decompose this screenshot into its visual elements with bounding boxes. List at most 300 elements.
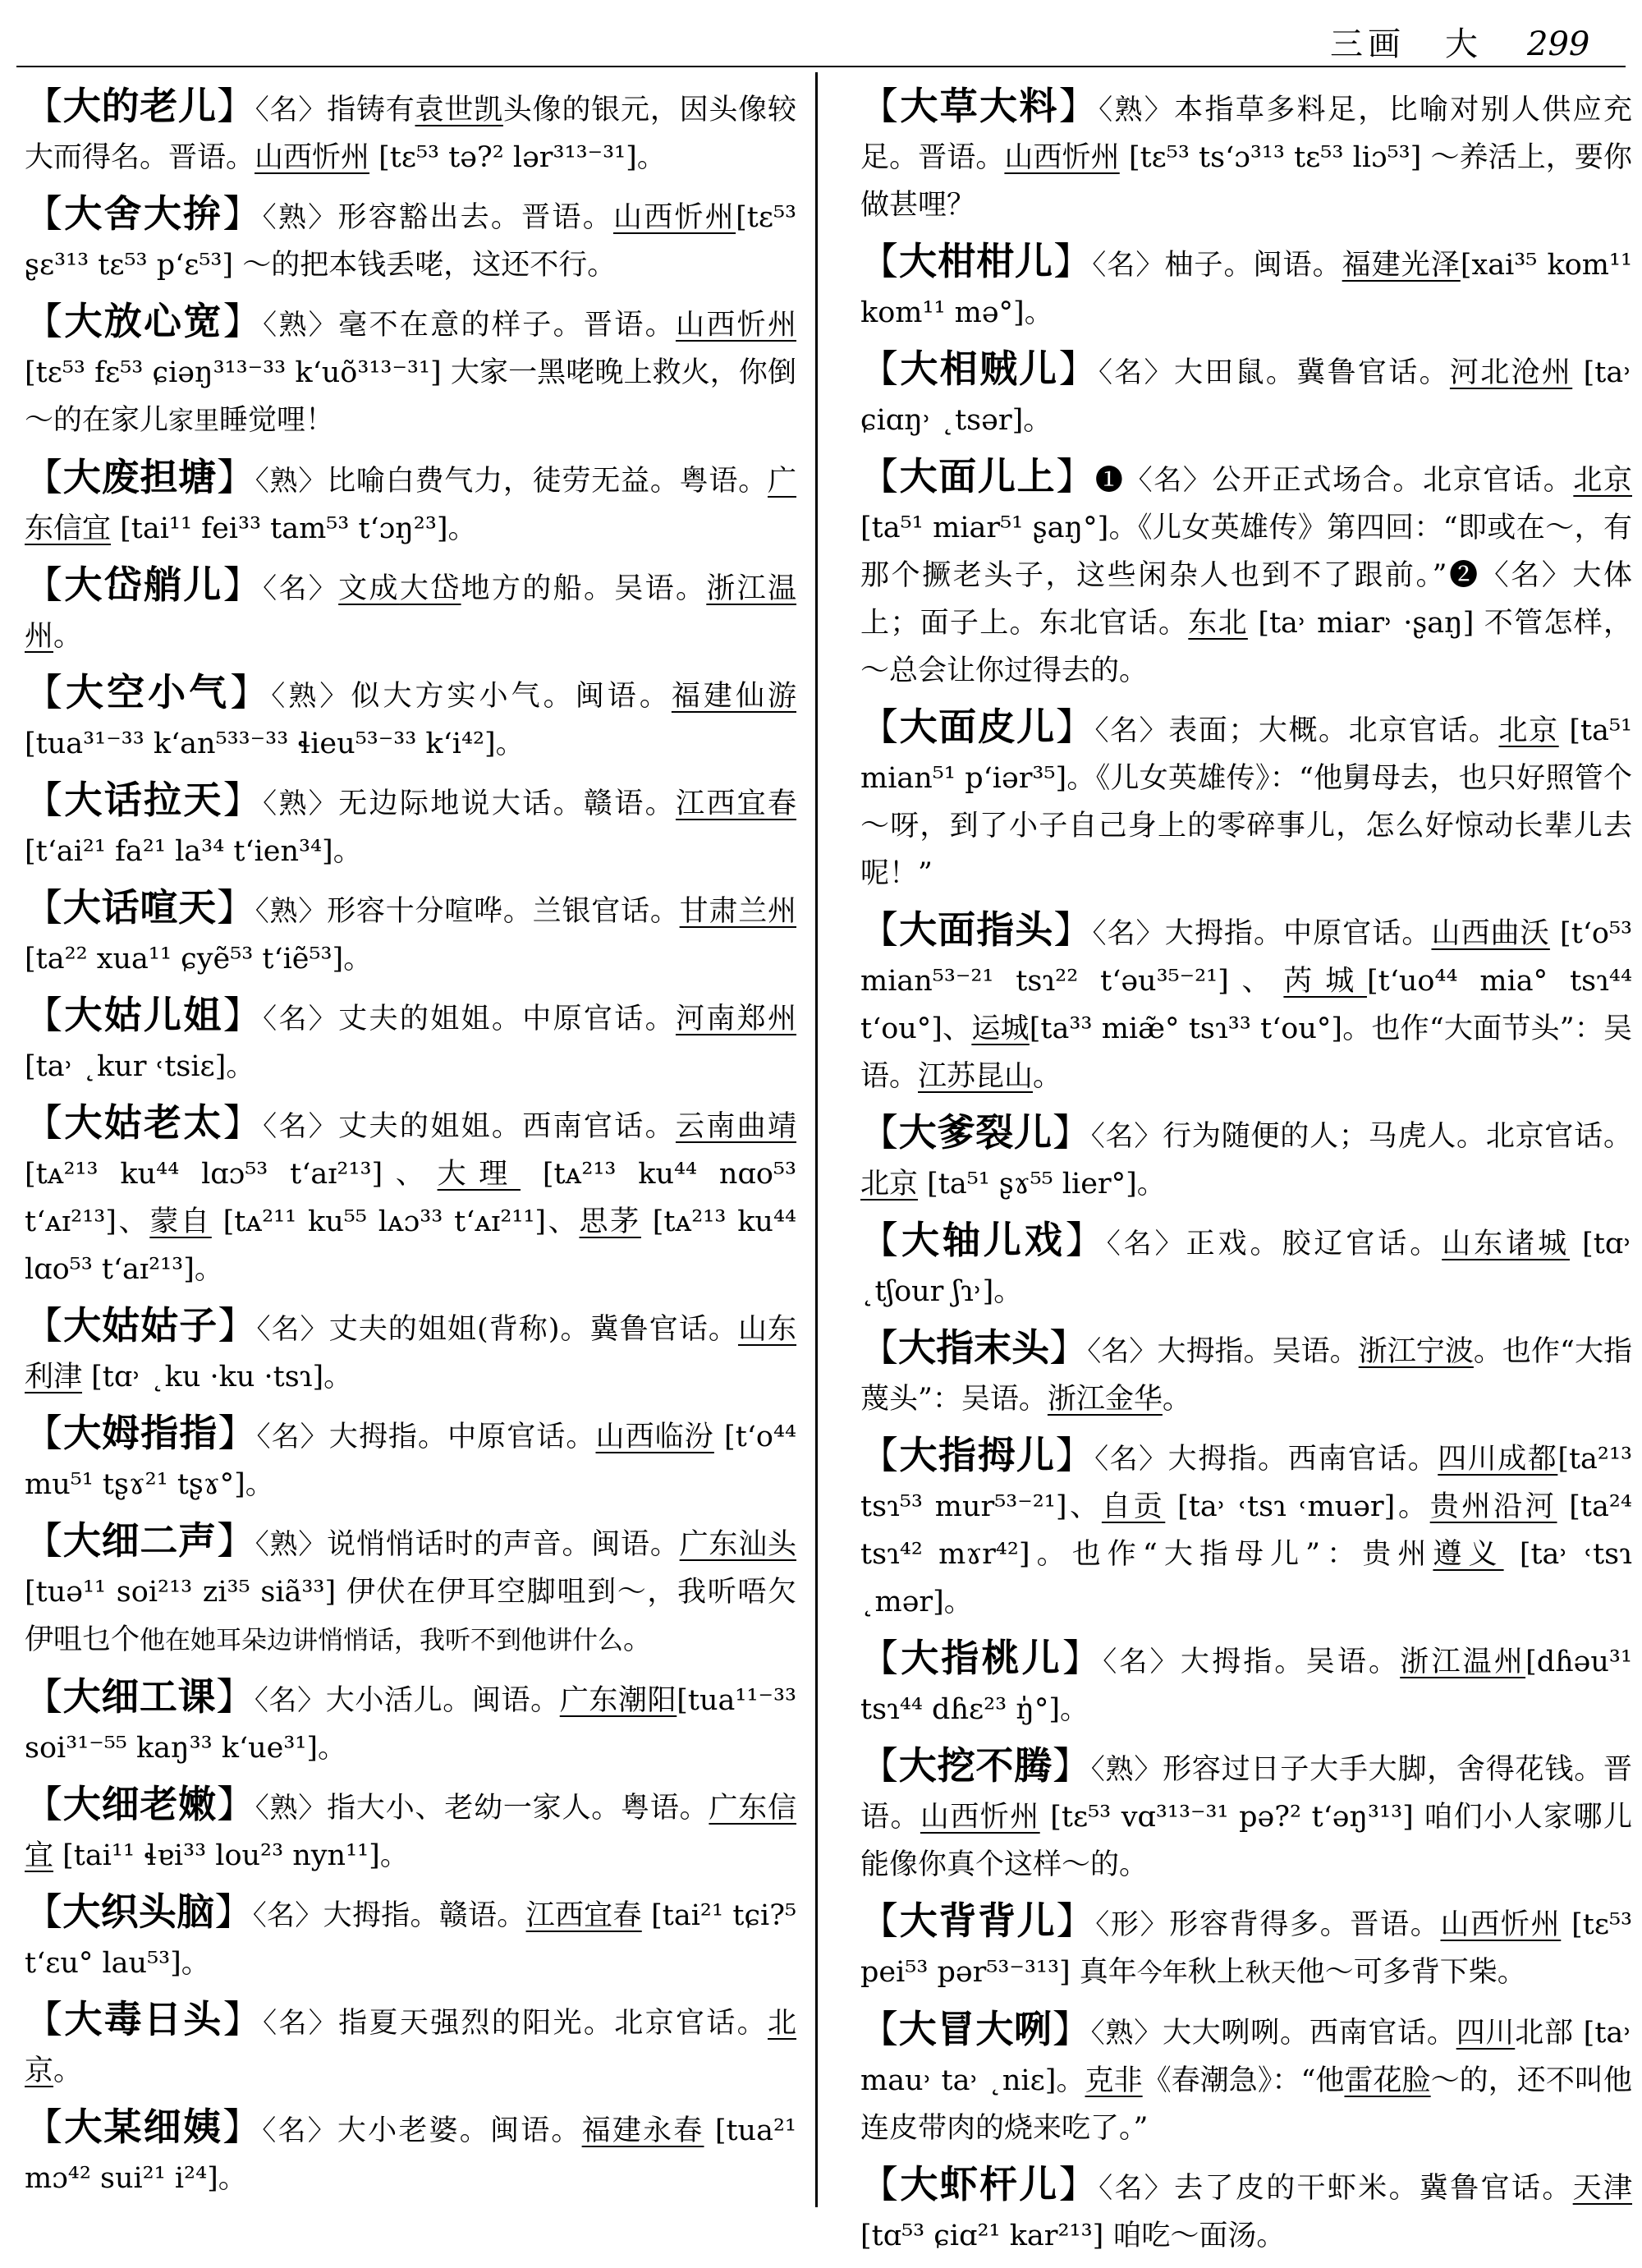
place-name: 江苏昆山: [918, 1060, 1034, 1093]
definition-text: [tᴀ²¹¹ ku⁵⁵ lᴀɔ³³ t‘ᴀɪ²¹¹]、: [211, 1205, 580, 1238]
bracket-open: 【: [25, 562, 65, 607]
definition-text: 形容十分喧哗。兰银官话。: [327, 895, 680, 928]
definition-text: 。: [53, 620, 83, 653]
definition-text: [tɛ⁵³ vɑ³¹³⁻³¹ pə?² t‘əŋ³¹³] 咱们小人家哪儿能像你真个这样～的。: [860, 1801, 1632, 1881]
page-header: [0, 15, 1642, 72]
bracket-open: 【: [860, 1898, 900, 1943]
bracket-close: 】: [216, 1674, 255, 1719]
part-of-speech: 〈名〉: [256, 1421, 329, 1453]
definition-text: 无边际地说大话。赣语。: [338, 787, 676, 820]
definition-text: 形容过日子大手大脚，舍得花钱。晋语。: [860, 1753, 1633, 1834]
definition-text: [tua³¹⁻³³ k‘an⁵³³⁻³³ ɬieu⁵³⁻³³ k‘i⁴²]。: [25, 728, 525, 760]
bracket-open: 【: [25, 885, 63, 930]
part-of-speech: 〈名〉: [1106, 1228, 1186, 1260]
place-name: 北京: [860, 1168, 919, 1201]
dictionary-entry: [25, 82, 796, 181]
bracket-close: 】: [222, 299, 264, 343]
definition-text: [tɑ˒ ˛ku ·ku ·tsɿ]。: [82, 1361, 353, 1393]
headword: 大废担塘: [62, 455, 217, 499]
bracket-open: 【: [860, 84, 901, 128]
definition-text: [tɑ⁵³ ɕiɑ²¹ kar²¹³] 咱吃～面汤。: [860, 2220, 1286, 2252]
place-name: 北京: [1573, 464, 1632, 497]
header-rule: [16, 66, 1626, 67]
definition-text: 比喻白费气力，徒劳无益。粤语。: [327, 465, 768, 498]
definition-text: [tai²¹ tɕi?⁵ t‘ɛu° lau⁵³]。: [25, 1899, 797, 1980]
headword: 大话拉天: [64, 778, 223, 822]
bracket-close: 】: [218, 1411, 257, 1455]
place-name: 山西曲沃: [1431, 917, 1550, 950]
definition-text: 指夏天强烈的阳光。北京官话。: [338, 2007, 768, 2040]
page-number: 299: [1527, 25, 1590, 63]
place-name: 浙江宁波: [1358, 1335, 1474, 1368]
part-of-speech: 〈名〉: [1098, 2172, 1175, 2205]
headword: 大指末头: [898, 1325, 1050, 1370]
part-of-speech: ❶〈名〉: [1094, 464, 1213, 497]
bracket-close: 】: [1058, 2162, 1099, 2206]
definition-text: [tɛ⁵³ tə?² lər³¹³⁻³¹]。: [369, 141, 666, 174]
headword: 大指桃儿: [901, 1636, 1063, 1680]
definition-text: [ta˒ ˓tsɿ ˓muər]。: [1165, 1490, 1430, 1523]
definition-text: 公开正式场合。北京官话。: [1212, 464, 1574, 497]
bracket-close: 】: [1055, 705, 1095, 749]
place-name: 山东利津: [25, 1313, 797, 1393]
definition-text: [tɑ˒ ˛tʃour ʃɿ˒]。: [860, 1228, 1632, 1308]
part-of-speech: 〈熟〉: [1090, 1753, 1163, 1786]
place-name: 贵州沿河: [1429, 1490, 1557, 1523]
part-of-speech: 〈名〉: [263, 1003, 339, 1035]
headword: 大虾杆儿: [900, 2162, 1059, 2206]
definition-text: 头像的银元，因头像较大而得名。晋语。: [25, 94, 796, 174]
part-of-speech: 〈熟〉: [271, 680, 351, 713]
dictionary-entry: [25, 884, 796, 983]
place-name: 芮城: [1283, 965, 1367, 998]
part-of-speech: 〈名〉: [255, 94, 328, 126]
bracket-open: 【: [860, 907, 900, 952]
bracket-close: 】: [1053, 239, 1093, 283]
bracket-close: 】: [216, 1518, 255, 1563]
part-of-speech: 〈熟〉: [255, 465, 328, 498]
definition-text: [ta⁵¹ mian⁵¹ p‘iər³⁵]。《儿女英雄传》：“他舅母去，也只好照管个～呀，到了小子自己身上的零碎事儿，怎么好惊动长辈儿去呢！”: [860, 714, 1633, 890]
definition-text: 正戏。胶辽官话。: [1186, 1228, 1442, 1260]
dictionary-entry: [25, 1780, 796, 1880]
bracket-open: 【: [25, 1100, 65, 1145]
headword: 大细工课: [62, 1674, 217, 1719]
headword: 大姑儿姐: [64, 993, 223, 1037]
place-name: 云南曲靖: [675, 1110, 797, 1143]
place-name: 山西忻州: [920, 1801, 1040, 1834]
definition-text: 北部 [ta˒ mau˒ ta˒ ˛niɛ]。: [860, 2017, 1633, 2097]
definition-text: [ta⁵¹ ʂɤ⁵⁵ lier°]。: [918, 1168, 1166, 1201]
headword: 大细二声: [62, 1518, 217, 1563]
headword: 大冒大咧: [898, 2007, 1053, 2051]
definition-text: [ta˒ ˓tsɿ ˛mər]。: [860, 1538, 1632, 1618]
bracket-open: 【: [25, 993, 65, 1037]
bracket-open: 【: [860, 2162, 901, 2206]
dictionary-entry: [25, 1995, 796, 2095]
headword: 大细老嫩: [62, 1782, 217, 1826]
definition-text: 。: [1033, 1060, 1062, 1093]
definition-text: 大拇指。吴语。: [1180, 1646, 1401, 1678]
bracket-close: 】: [1052, 1743, 1091, 1788]
definition-text: [tɛ⁵³ pei⁵³ pər⁵³⁻³¹³] 真年: [860, 1908, 1633, 1989]
definition-text: [ta²⁴ tsɿ⁴² mɤr⁴²]。也作“大指母儿”：贵州: [860, 1490, 1632, 1571]
definition-text: 大小老婆。闽语。: [337, 2114, 582, 2147]
dictionary-entry: [25, 1673, 796, 1772]
bracket-close: 】: [1052, 1110, 1091, 1155]
bracket-close: 】: [1058, 84, 1099, 128]
place-name: 自贡: [1101, 1490, 1166, 1523]
definition-text: 说悄悄话时的声音。闽语。: [327, 1528, 680, 1561]
headword: 大岱艄儿: [64, 562, 223, 607]
definition-text: [tɛ⁵³ ʂɛ³¹³ tɛ⁵³ p‘ɛ⁵³] ～的把本钱丢咾，这还不行。: [25, 201, 797, 282]
definition-text: [ta˒ ɕiɑŋ˒ ˛tsər]。: [860, 356, 1632, 437]
place-name: 思茅: [579, 1205, 641, 1238]
definition-text: 《春潮急》：“他: [1142, 2064, 1345, 2097]
definition-text: [ta˒ miar˒ ·ʂaŋ] 不管怎样，～总会让你过得去的。: [860, 607, 1632, 687]
bracket-close: 】: [1065, 1218, 1107, 1262]
part-of-speech: 〈名〉: [1098, 356, 1174, 389]
dictionary-entry: [860, 2160, 1632, 2260]
place-name: 山西忻州: [612, 201, 736, 234]
dictionary-entry: [860, 82, 1632, 229]
definition-text: ～的，还不叫他连皮带肉的烧来吃了。”: [860, 2064, 1632, 2145]
part-of-speech: 〈名〉: [1087, 1335, 1158, 1368]
bracket-open: 【: [860, 1636, 901, 1680]
place-name: 福建光泽: [1342, 249, 1461, 282]
definition-text: [ta˒ ˛kur ˓tsiɛ]。: [25, 1050, 255, 1083]
definition-text: [tai¹¹ ɬɐi³³ lou²³ nyn¹¹]。: [53, 1839, 409, 1872]
place-name: 山西忻州: [1440, 1908, 1562, 1941]
definition-text: 。: [1162, 1383, 1191, 1416]
bracket-close: 】: [1055, 1433, 1095, 1477]
dictionary-entry: [25, 776, 796, 875]
place-name: 广东汕头: [679, 1528, 797, 1561]
bracket-close: 】: [230, 670, 272, 714]
part-of-speech: 〈名〉: [1103, 1646, 1181, 1678]
bracket-close: 】: [1056, 1898, 1096, 1943]
definition-text: 指大小、老幼一家人。粤语。: [327, 1792, 709, 1825]
bracket-close: 】: [222, 191, 263, 236]
definition-text: [tɛ⁵³ fɛ⁵³ ɕiəŋ³¹³⁻³³ k‘uõ³¹³⁻³¹] 大家一黑咾晚上救火，你倒～的在家儿: [25, 356, 796, 437]
gloss-note: 今年: [1136, 1958, 1188, 1988]
bracket-open: 【: [860, 2007, 899, 2051]
definition-text: 。: [623, 1623, 653, 1656]
definition-text: 大拇指。中原官话。: [1164, 917, 1432, 950]
headword: 大面皮儿: [899, 705, 1056, 749]
dictionary-entry: [860, 1109, 1632, 1208]
definition-text: [tua²¹ mɔ⁴² sui²¹ i²⁴]。: [25, 2114, 797, 2195]
place-name: 山东诸城: [1442, 1228, 1571, 1260]
dictionary-entry: [25, 668, 796, 768]
place-name: 文成: [338, 572, 400, 605]
bracket-open: 【: [25, 1997, 65, 2041]
headword: 大的老儿: [62, 84, 217, 128]
definition-text: [tuə¹¹ soi²¹³ zi³⁵ siã³³] 伊伏在伊耳空脚咀到～，我听唔欠伊咀乜个: [25, 1576, 796, 1656]
headword: 大空小气: [66, 670, 231, 714]
dictionary-entry: [25, 2103, 796, 2202]
headword: 大相贼儿: [900, 347, 1059, 391]
definition-text: [t‘o⁴⁴ mu⁵¹ tʂɤ²¹ tʂɤ°]。: [25, 1421, 797, 1501]
definition-text: 大拇指。吴语。: [1157, 1335, 1359, 1368]
place-name: 江西宜春: [525, 1899, 642, 1932]
definition-text: 他～可多背下柴。: [1296, 1956, 1526, 1989]
dictionary-entry: [860, 1324, 1632, 1423]
bracket-close: 】: [222, 562, 264, 607]
place-name: 江西宜春: [675, 787, 797, 820]
definition-text: [ta⁵¹ miar⁵¹ ʂaŋ°]。《儿女英雄传》第四回：“即或在～，有那个撅老头子，这些闲杂人也到不了跟前。”❷〈名〉大体上；面子上。东北官话。: [860, 512, 1632, 640]
bracket-close: 】: [1056, 454, 1095, 498]
dictionary-entry: [860, 1742, 1632, 1889]
place-name: 四川成都: [1438, 1443, 1558, 1476]
place-name: 北京: [1498, 714, 1559, 747]
definition-text: 柚子。闽语。: [1164, 249, 1342, 282]
definition-text: 大田鼠。冀鲁官话。: [1173, 356, 1450, 389]
place-name: 河北沧州: [1449, 356, 1573, 389]
bracket-open: 【: [25, 1674, 63, 1719]
dictionary-entry: [25, 1888, 796, 1987]
dictionary-entry: [860, 703, 1632, 898]
place-name: 袁世凯: [415, 94, 503, 126]
bracket-close: 】: [1049, 1325, 1088, 1370]
place-name: 河南郑州: [675, 1003, 797, 1035]
column-divider: [815, 72, 818, 2207]
bracket-close: 】: [216, 1782, 255, 1826]
definition-text: [tɛ⁵³ ts‘ɔ³¹³ tɛ⁵³ liɔ⁵³] ～养活上，要你做甚哩？: [860, 141, 1632, 222]
part-of-speech: 〈熟〉: [255, 895, 328, 928]
definition-text: 毫不在意的样子。晋语。: [338, 309, 676, 342]
definition-text: 丈夫的姐姐。西南官话。: [338, 1110, 676, 1143]
bracket-open: 【: [25, 299, 65, 343]
dictionary-entry: [25, 190, 796, 289]
part-of-speech: 〈名〉: [252, 1899, 323, 1932]
headword: 大舍大拚: [64, 191, 223, 236]
dictionary-entry: [25, 1517, 796, 1664]
place-name: 广东信宜: [25, 465, 797, 545]
place-name: 甘肃兰州: [679, 895, 797, 928]
bracket-open: 【: [25, 1782, 63, 1826]
headword: 大某细姨: [64, 2105, 223, 2149]
bracket-open: 【: [25, 2105, 65, 2149]
bracket-open: 【: [25, 1889, 63, 1934]
gloss-note: 家里: [168, 406, 220, 436]
place-name: 天津: [1572, 2172, 1633, 2205]
headword: 大爹裂儿: [898, 1110, 1053, 1155]
bracket-close: 】: [222, 778, 264, 822]
bracket-open: 【: [25, 1303, 64, 1347]
place-name: 蒙自: [149, 1205, 212, 1238]
bracket-open: 【: [25, 455, 63, 499]
dictionary-entry: [25, 1099, 796, 1293]
definition-text: 。也作“大指蔑头”：吴语。: [860, 1335, 1632, 1416]
place-name: 运城: [971, 1012, 1030, 1045]
bracket-close: 】: [214, 1889, 253, 1934]
dictionary-entry: [25, 453, 796, 553]
headword: 大面儿上: [899, 454, 1057, 498]
definition-text: [t‘ai²¹ fa²¹ la³⁴ t‘ien³⁴]。: [25, 835, 362, 868]
bracket-open: 【: [860, 1110, 899, 1155]
dictionary-entry: [860, 906, 1632, 1100]
bracket-open: 【: [25, 191, 65, 236]
bracket-close: 】: [222, 2105, 263, 2149]
definition-text: 去了皮的干虾米。冀鲁官话。: [1174, 2172, 1573, 2205]
place-name: 山西忻州: [255, 141, 370, 174]
headword: 大面指头: [899, 907, 1054, 952]
definition-text: [ta²² xua¹¹ ɕyẽ⁵³ t‘iẽ⁵³]。: [25, 943, 373, 976]
bracket-open: 【: [860, 1743, 899, 1788]
definition-text: 丈夫的姐姐(背称)。冀鲁官话。: [328, 1313, 738, 1346]
place-name: 北京: [25, 2007, 797, 2087]
dictionary-entry: [860, 1216, 1632, 1315]
part-of-speech: 〈名〉: [1094, 714, 1169, 747]
place-name: 山西临汾: [595, 1421, 714, 1453]
headword: 大毒日头: [64, 1997, 223, 2041]
headword: 大放心宽: [64, 299, 223, 343]
headword: 大草大料: [900, 84, 1059, 128]
dictionary-entry: [25, 1302, 796, 1401]
part-of-speech: 〈熟〉: [1098, 94, 1175, 126]
definition-text: [ta³³ miæ̃° tsɿ³³ t‘ou°]。也作“大面节头”：吴语。: [860, 1012, 1632, 1093]
bracket-open: 【: [860, 239, 900, 283]
place-name: 大理: [437, 1158, 521, 1191]
bracket-open: 【: [25, 670, 67, 714]
part-of-speech: 〈名〉: [262, 2114, 337, 2147]
definition-text: 形容豁出去。晋语。: [337, 201, 613, 234]
place-name: 广东潮阳: [559, 1684, 677, 1717]
definition-text: 睡觉哩！: [219, 404, 335, 437]
place-name: 福建仙游: [671, 680, 797, 713]
part-of-speech: 〈名〉: [263, 2007, 339, 2040]
section-label: 三画: [1330, 25, 1406, 63]
definition-text: 。: [53, 2055, 83, 2087]
place-name: 遵义: [1433, 1538, 1504, 1571]
definition-text: 本指草多料足，比喻对别人供应充足。晋语。: [860, 94, 1633, 174]
definition-text: 表面；大概。北京官话。: [1168, 714, 1499, 747]
bracket-close: 】: [1062, 1636, 1103, 1680]
definition-text: 行为随便的人；马虎人。北京官话。: [1163, 1120, 1633, 1153]
left-column: [25, 82, 796, 2211]
headword: 大柑柑儿: [899, 239, 1054, 283]
dictionary-entry: [860, 1431, 1632, 1626]
bracket-open: 【: [860, 1433, 900, 1477]
part-of-speech: 〈名〉: [1090, 1120, 1163, 1153]
dictionary-entry: [860, 237, 1632, 337]
part-of-speech: 〈熟〉: [263, 787, 339, 820]
dictionary-entry: [860, 452, 1632, 695]
gloss-note: 他在她耳朵边讲悄悄话，我听不到他讲什么: [140, 1626, 624, 1655]
definition-text: 秋上: [1187, 1956, 1245, 1989]
headword: 大背背儿: [899, 1898, 1057, 1943]
definition-text: 指铸有: [327, 94, 415, 126]
part-of-speech: 〈名〉: [263, 572, 339, 605]
place-name: 山西忻州: [675, 309, 797, 342]
header-character: 大: [1445, 25, 1478, 63]
part-of-speech: 〈名〉: [256, 1313, 329, 1346]
definition-text: [t‘uo⁴⁴ mia° tsɿ⁴⁴ t‘ou°]、: [860, 965, 1632, 1045]
definition-text: 形容背得多。晋语。: [1169, 1908, 1441, 1941]
definition-text: [tᴀ²¹³ ku⁴⁴ lɑɔ⁵³ t‘aɪ²¹³]、: [25, 1158, 438, 1191]
bracket-open: 【: [860, 454, 900, 498]
definition-text: 丈夫的姐姐。中原官话。: [338, 1003, 676, 1035]
bracket-open: 【: [860, 705, 900, 749]
dictionary-entry: [25, 561, 796, 660]
place-name: 福建永春: [581, 2114, 704, 2147]
definition-text: 地方的船。吴语。: [461, 572, 707, 605]
bracket-close: 】: [216, 84, 255, 128]
headword: 大姆指指: [63, 1411, 218, 1455]
bracket-close: 】: [216, 885, 255, 930]
headword: 大轴儿戏: [901, 1218, 1066, 1262]
gloss-note: 秋天: [1245, 1958, 1296, 1988]
bracket-open: 【: [860, 347, 901, 391]
bracket-close: 】: [222, 1100, 264, 1145]
bracket-close: 】: [1052, 2007, 1091, 2051]
bracket-close: 】: [218, 1303, 257, 1347]
definition-text: [tua¹¹⁻³³ soi³¹⁻⁵⁵ kaŋ³³ k‘ue³¹]。: [25, 1684, 797, 1765]
definition-text: 大大咧咧。西南官话。: [1162, 2017, 1456, 2050]
definition-text: 大小活儿。闽语。: [325, 1684, 560, 1717]
bracket-open: 【: [25, 778, 65, 822]
place-name: 浙江金华: [1047, 1383, 1163, 1416]
part-of-speech: 〈名〉: [254, 1684, 326, 1717]
headword: 大挖不腾: [898, 1743, 1053, 1788]
bracket-open: 【: [25, 1411, 64, 1455]
definition-text: [ta²¹³ tsɿ⁵³ mur⁵³⁻²¹]、: [860, 1443, 1633, 1523]
bracket-close: 】: [1053, 907, 1093, 952]
bracket-open: 【: [25, 1518, 63, 1563]
place-name: 浙江温州: [25, 572, 797, 653]
headword: 大指拇儿: [899, 1433, 1056, 1477]
place-name: 东北: [1188, 607, 1248, 640]
dictionary-entry: [25, 991, 796, 1090]
definition-text: [xai³⁵ kom¹¹ kom¹¹ mə°]。: [860, 249, 1633, 329]
part-of-speech: 〈名〉: [263, 1110, 339, 1143]
bracket-close: 】: [222, 993, 264, 1037]
part-of-speech: 〈熟〉: [1090, 2017, 1163, 2050]
dictionary-entry: [860, 2005, 1632, 2152]
place-name: 大岱: [399, 572, 461, 605]
place-name: 克非: [1085, 2064, 1143, 2097]
bracket-close: 】: [222, 1997, 264, 2041]
headword: 大织头脑: [62, 1889, 215, 1934]
definition-text: [tᴀ²¹³ ku⁴⁴ lɑo⁵³ t‘aɪ²¹³]。: [25, 1205, 797, 1286]
part-of-speech: 〈名〉: [1094, 1443, 1168, 1476]
part-of-speech: 〈熟〉: [255, 1528, 328, 1561]
bracket-open: 【: [860, 1325, 899, 1370]
bracket-open: 【: [860, 1218, 901, 1262]
place-name: 雷花脸: [1344, 2064, 1431, 2097]
place-name: 广东信宜: [25, 1792, 797, 1872]
dictionary-entry: [25, 297, 796, 445]
bracket-close: 】: [1058, 347, 1098, 391]
dictionary-entry: [860, 1634, 1632, 1733]
definition-text: 大拇指。赣语。: [323, 1899, 526, 1932]
dictionary-entry: [25, 1409, 796, 1508]
place-name: 山西忻州: [1004, 141, 1120, 174]
place-name: 四川: [1456, 2017, 1516, 2050]
place-name: 浙江温州: [1400, 1646, 1526, 1678]
headword: 大话喧天: [62, 885, 217, 930]
part-of-speech: 〈熟〉: [255, 1792, 328, 1825]
right-column: [860, 82, 1632, 2268]
headword: 大姑姑子: [63, 1303, 218, 1347]
dictionary-entry: [860, 345, 1632, 444]
bracket-close: 】: [216, 455, 255, 499]
definition-text: 大拇指。中原官话。: [328, 1421, 596, 1453]
part-of-speech: 〈熟〉: [262, 201, 338, 234]
definition-text: [tai¹¹ fei³³ tam⁵³ t‘ɔŋ²³]。: [111, 512, 477, 545]
definition-text: 似大方实小气。闽语。: [351, 680, 672, 713]
definition-text: [dɦəu³¹ tsɿ⁴⁴ dɦɛ²³ ŋ̍°]。: [860, 1646, 1632, 1726]
